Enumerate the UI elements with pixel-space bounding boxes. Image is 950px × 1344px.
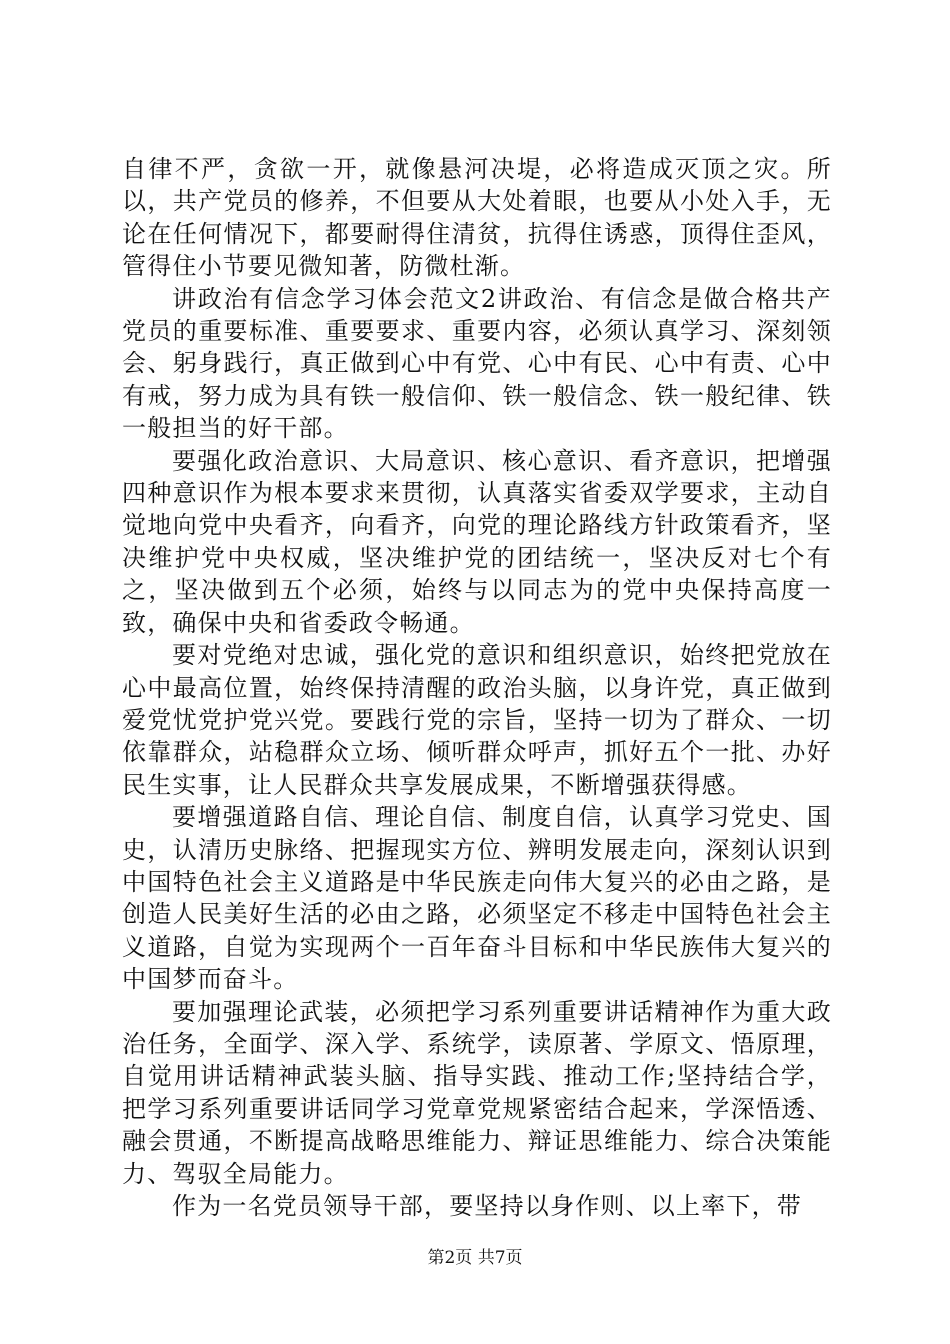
paragraph-2: 讲政治有信念学习体会范文2讲政治、有信念是做合格共产党员的重要标准、重要要求、重要内容，必须认真学习、深刻领会、躬身践行，真正做到心中有党、心中有民、心中有责、心中有戒，努力成为具有铁一般信仰、铁一般信念、铁一般纪律、铁一般担当的好干部。 — [122, 284, 832, 443]
paragraph-7: 作为一名党员领导干部，要坚持以身作则、以上率下，带 — [172, 1192, 802, 1220]
paragraph-1: 自律不严，贪欲一开，就像悬河决堤，必将造成灭顶之灾。所以，共产党员的修养，不但要从大处着眼，也要从小处入手，无论在任何情况下，都要耐得住清贫，抗得住诱惑，顶得住歪风，管得住小节要见微知著，防微杜渐。 — [122, 155, 832, 281]
paragraph-6: 要加强理论武装，必须把学习系列重要讲话精神作为重大政治任务，全面学、深入学、系统学，读原著、学原文、悟原理，自觉用讲话精神武装头脑、指导实践、推动工作;坚持结合学，把学习系列重要讲话同学习党章党规紧密结合起来，学深悟透、融会贯通，不断提高战略思维能力、辩证思维能力、综合决策能力、驾驭全局能力。 — [122, 997, 832, 1188]
paragraph-4: 要对党绝对忠诚，强化党的意识和组织意识，始终把党放在心中最高位置，始终保持清醒的政治头脑，以身许党，真正做到爱党忧党护党兴党。要践行党的宗旨，坚持一切为了群众、一切依靠群众，站稳群众立场、倾听群众呼声，抓好五个一批、办好民生实事，让人民群众共享发展成果，不断增强获得感。 — [122, 641, 832, 799]
paragraph-5: 要增强道路自信、理论自信、制度自信，认真学习党史、国史，认清历史脉络、把握现实方位、辨明发展走向，深刻认识到中国特色社会主义道路是中华民族走向伟大复兴的必由之路，是创造人民美好生活的必由之路，必须坚定不移走中国特色社会主义道路，自觉为实现两个一百年奋斗目标和中华民族伟大复兴的中国梦而奋斗。 — [122, 803, 832, 994]
paragraph-3: 要强化政治意识、大局意识、核心意识、看齐意识，把增强四种意识作为根本要求来贯彻，认真落实省委双学要求，主动自觉地向党中央看齐，向看齐，向党的理论路线方针政策看齐，坚决维护党中央权威，坚决维护党的团结统一，坚决反对七个有之，坚决做到五个必须，始终与以同志为的党中央保持高度一致，确保中央和省委政令畅通。 — [122, 446, 832, 637]
page-footer: 第2页 共7页 — [427, 1248, 523, 1268]
document-body — [122, 153, 832, 1222]
